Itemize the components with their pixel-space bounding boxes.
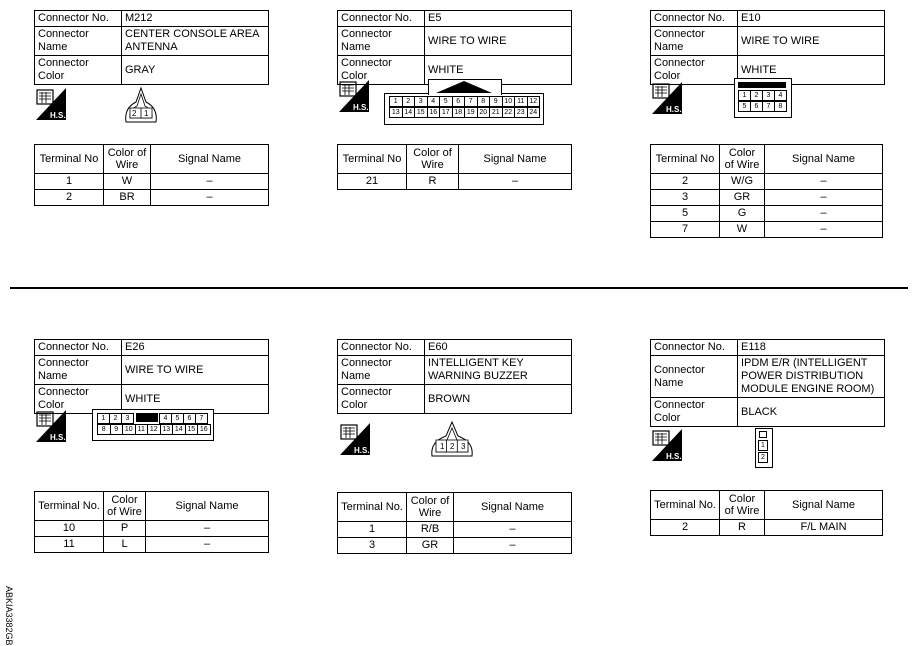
label-connector-no: Connector No. (338, 11, 425, 27)
hs-icon (36, 410, 66, 442)
label-connector-name: Connector Name (338, 27, 425, 56)
terminal-table-e5 (337, 144, 572, 190)
pin-cell: 2 (758, 452, 768, 463)
header-signal-name: Signal Name (765, 491, 883, 520)
header-terminal-no: Terminal No (338, 145, 407, 174)
pin-cell: 9 (489, 96, 503, 107)
pin-cell: 14 (402, 107, 416, 118)
connector-color-value: BLACK (738, 398, 885, 427)
pin-cell: 10 (502, 96, 516, 107)
pin-cell: 3 (762, 90, 775, 101)
connector-color-value: WHITE (738, 56, 885, 85)
pin-label: 1 (440, 442, 445, 451)
connector-face-m212 (122, 84, 160, 126)
pin-cell: 5 (738, 101, 751, 112)
table-row: 5 G – (651, 206, 883, 222)
pin-cell: 6 (452, 96, 466, 107)
header-signal-name: Signal Name (765, 145, 883, 174)
latch-icon (436, 81, 492, 93)
figure-code: ABKIA3382GB (4, 586, 14, 646)
pin-cell: 4 (427, 96, 441, 107)
pin-cell: 5 (171, 413, 184, 424)
header-signal-name: Signal Name (146, 492, 269, 521)
section-divider (10, 287, 908, 289)
pin-cell: 9 (110, 424, 124, 435)
pin-cell: 23 (514, 107, 528, 118)
pin-cell: 7 (762, 101, 775, 112)
pin-label: 2 (132, 109, 137, 118)
pin-cell: 8 (774, 101, 787, 112)
table-row: 10 P – (35, 521, 269, 537)
pin-cell: 22 (502, 107, 516, 118)
hs-icon (652, 429, 682, 461)
hs-icon (339, 80, 369, 112)
header-color-of-wire: Color of Wire (720, 491, 765, 520)
connector-no-value: E118 (738, 340, 885, 356)
table-row: 3 GR – (338, 538, 572, 554)
table-row: 1 R/B – (338, 522, 572, 538)
pin-cell: 7 (464, 96, 478, 107)
pin-cell: 16 (427, 107, 441, 118)
hs-icon (36, 88, 66, 120)
connector-info-e60 (337, 339, 572, 414)
hs-icon (652, 82, 682, 114)
terminal-table-e26 (34, 491, 269, 553)
pin-cell: 11 (135, 424, 149, 435)
pin-cell: 24 (527, 107, 541, 118)
pin-cell: 14 (172, 424, 186, 435)
pin-cell: 4 (159, 413, 172, 424)
pin-cell: 3 (121, 413, 134, 424)
connector-name-value: WIRE TO WIRE (738, 27, 885, 56)
header-terminal-no: Terminal No. (338, 493, 407, 522)
table-row: 2 W/G – (651, 174, 883, 190)
header-signal-name: Signal Name (151, 145, 269, 174)
pin-cell: 17 (439, 107, 453, 118)
pin-cell: 19 (464, 107, 478, 118)
latch-icon (759, 431, 767, 438)
label-connector-name: Connector Name (35, 27, 122, 56)
connector-color-value: BROWN (425, 385, 572, 414)
header-signal-name: Signal Name (454, 493, 572, 522)
connector-info-e5 (337, 10, 572, 85)
pin-cell: 1 (97, 413, 110, 424)
latch-icon (738, 82, 786, 88)
terminal-table-e60 (337, 492, 572, 554)
pin-label: 1 (144, 109, 149, 118)
header-color-of-wire: Color of Wire (407, 145, 459, 174)
hs-icon (340, 423, 370, 455)
connector-color-value: WHITE (122, 385, 269, 414)
connector-name-value: INTELLIGENT KEY WARNING BUZZER (425, 356, 572, 385)
connector-no-value: E26 (122, 340, 269, 356)
connector-name-value: WIRE TO WIRE (425, 27, 572, 56)
connector-no-value: E5 (425, 11, 572, 27)
table-row: 7 W – (651, 222, 883, 238)
label-connector-no: Connector No. (338, 340, 425, 356)
pin-cell: 1 (738, 90, 751, 101)
svg-text:H.S.: H.S. (50, 433, 66, 442)
connector-color-value: GRAY (122, 56, 269, 85)
terminal-table-e10 (650, 144, 883, 238)
pin-cell: 2 (402, 96, 416, 107)
label-connector-color: Connector Color (651, 398, 738, 427)
connector-face-e60 (428, 418, 476, 460)
label-connector-name: Connector Name (35, 356, 122, 385)
pin-cell: 15 (185, 424, 199, 435)
svg-text:H.S.: H.S. (666, 452, 682, 461)
connector-color-value: WHITE (425, 56, 572, 85)
pin-cell: 3 (414, 96, 428, 107)
connector-name-value: IPDM E/R (INTELLIGENT POWER DISTRIBUTION MODULE ENGINE ROOM) (738, 356, 885, 398)
header-terminal-no: Terminal No (35, 145, 104, 174)
connector-no-value: E60 (425, 340, 572, 356)
label-connector-color: Connector Color (338, 385, 425, 414)
label-connector-no: Connector No. (35, 340, 122, 356)
latch-icon (136, 413, 158, 422)
header-color-of-wire: Color of Wire (407, 493, 454, 522)
header-terminal-no: Terminal No. (35, 492, 104, 521)
pin-cell: 1 (758, 440, 768, 451)
pin-cell: 18 (452, 107, 466, 118)
connector-no-value: M212 (122, 11, 269, 27)
label-connector-no: Connector No. (651, 11, 738, 27)
header-color-of-wire: Color of Wire (720, 145, 765, 174)
pin-cell: 5 (439, 96, 453, 107)
pin-cell: 13 (389, 107, 403, 118)
connector-info-e118 (650, 339, 885, 427)
pin-cell: 4 (774, 90, 787, 101)
pin-cell: 6 (183, 413, 196, 424)
connector-no-value: E10 (738, 11, 885, 27)
connector-name-value: CENTER CONSOLE AREA ANTENNA (122, 27, 269, 56)
pin-cell: 2 (109, 413, 122, 424)
pin-cell: 8 (477, 96, 491, 107)
pin-cell: 7 (195, 413, 208, 424)
pin-cell: 21 (489, 107, 503, 118)
table-row: 2 BR – (35, 190, 269, 206)
header-color-of-wire: Color of Wire (104, 492, 146, 521)
connector-info-m212 (34, 10, 269, 85)
svg-text:H.S.: H.S. (666, 105, 682, 114)
label-connector-color: Connector Color (651, 56, 738, 85)
label-connector-name: Connector Name (338, 356, 425, 385)
pin-cell: 15 (414, 107, 428, 118)
table-row: 3 GR – (651, 190, 883, 206)
header-signal-name: Signal Name (459, 145, 572, 174)
table-row: 11 L – (35, 537, 269, 553)
label-connector-no: Connector No. (35, 11, 122, 27)
terminal-table-e118 (650, 490, 883, 536)
label-connector-name: Connector Name (651, 356, 738, 398)
pin-cell: 6 (750, 101, 763, 112)
pin-cell: 16 (197, 424, 211, 435)
label-connector-name: Connector Name (651, 27, 738, 56)
header-terminal-no: Terminal No (651, 145, 720, 174)
pin-cell: 11 (514, 96, 528, 107)
terminal-table-m212 (34, 144, 269, 206)
label-connector-no: Connector No. (651, 340, 738, 356)
connector-name-value: WIRE TO WIRE (122, 356, 269, 385)
svg-text:H.S.: H.S. (50, 111, 66, 120)
header-color-of-wire: Color of Wire (104, 145, 151, 174)
pin-cell: 13 (160, 424, 174, 435)
header-terminal-no: Terminal No. (651, 491, 720, 520)
svg-text:H.S.: H.S. (354, 446, 370, 455)
pin-cell: 1 (389, 96, 403, 107)
label-connector-color: Connector Color (35, 385, 122, 414)
pin-cell: 2 (750, 90, 763, 101)
connector-info-e26 (34, 339, 269, 414)
pin-cell: 20 (477, 107, 491, 118)
pin-cell: 8 (97, 424, 111, 435)
pin-cell: 12 (147, 424, 161, 435)
table-row: 2 R F/L MAIN (651, 520, 883, 536)
pin-label: 2 (450, 442, 455, 451)
table-row: 21 R – (338, 174, 572, 190)
table-row: 1 W – (35, 174, 269, 190)
connector-info-e10 (650, 10, 885, 85)
label-connector-color: Connector Color (35, 56, 122, 85)
pin-cell: 10 (122, 424, 136, 435)
label-connector-color: Connector Color (338, 56, 425, 85)
svg-text:H.S.: H.S. (353, 103, 369, 112)
pin-cell: 12 (527, 96, 541, 107)
pin-label: 3 (461, 442, 466, 451)
